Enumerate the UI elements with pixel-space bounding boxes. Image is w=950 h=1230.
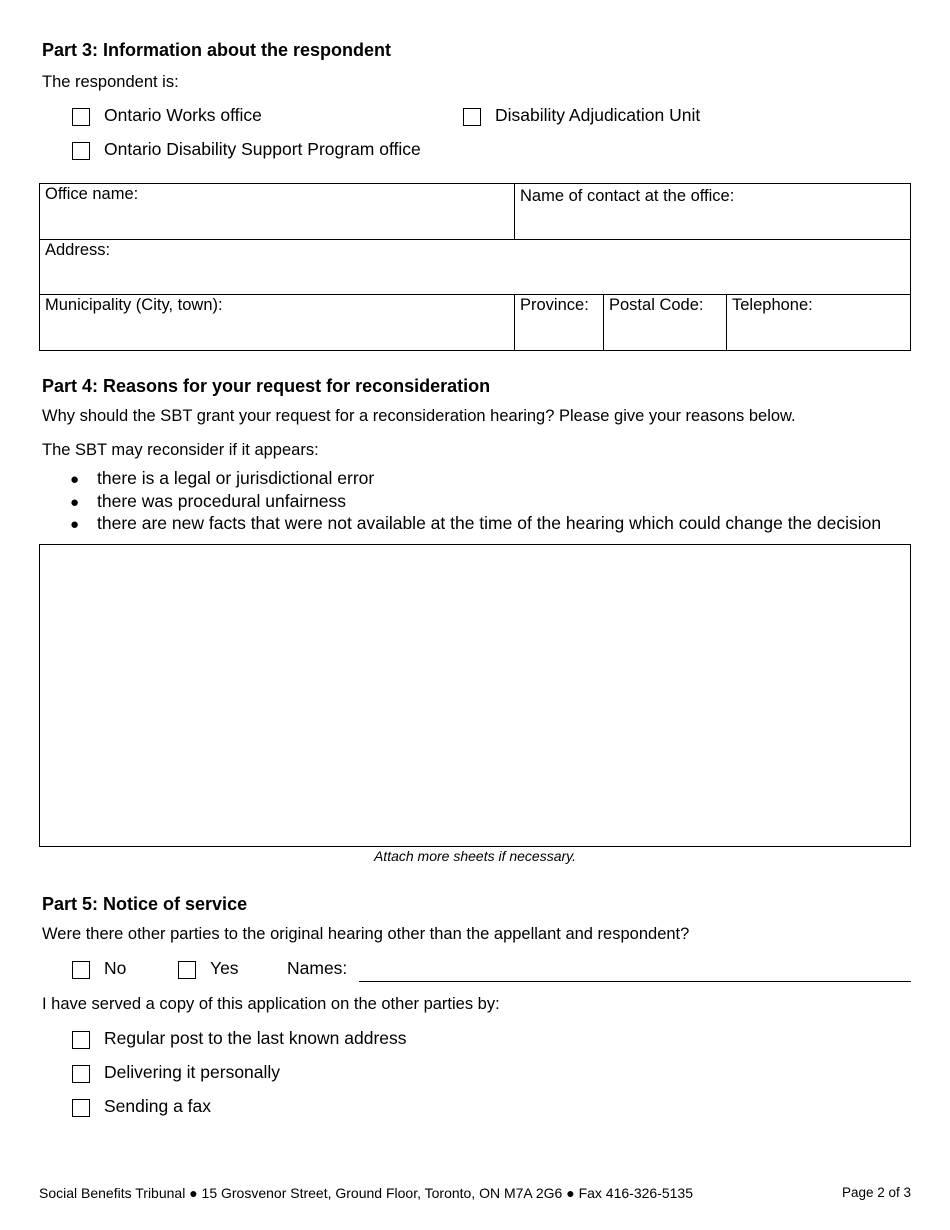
contact-name-label: Name of contact at the office: xyxy=(520,187,735,205)
postal-code-field[interactable] xyxy=(604,295,726,350)
yes-label: Yes xyxy=(210,958,239,978)
names-label: Names: xyxy=(287,958,348,978)
part3-heading: Part 3: Information about the respondent xyxy=(42,40,392,60)
address-label: Address: xyxy=(45,241,111,259)
part4-heading: Part 4: Reasons for your request for reconsideration xyxy=(42,376,491,396)
respondent-info-table xyxy=(39,183,911,351)
names-input-line[interactable] xyxy=(359,981,911,982)
regular-post-label: Regular post to the last known address xyxy=(104,1028,407,1048)
footer-address: Social Benefits Tribunal ● 15 Grosvenor Street, Ground Floor, Toronto, ON M7A 2G6 ● Fax 416-326-5135 xyxy=(39,1185,693,1201)
ontario-works-checkbox[interactable] xyxy=(72,108,90,126)
part5-question: Were there other parties to the original hearing other than the appellant and respondent? xyxy=(42,925,690,943)
served-intro: I have served a copy of this application on the other parties by: xyxy=(42,995,500,1013)
part4-intro: The SBT may reconsider if it appears: xyxy=(42,441,319,459)
delivering-personally-checkbox[interactable] xyxy=(72,1065,90,1083)
ontario-works-label: Ontario Works office xyxy=(104,105,262,125)
list-item: ● there are new facts that were not available at the time of the hearing which could change the decision xyxy=(70,512,881,535)
list-item: ● there was procedural unfairness xyxy=(70,490,881,513)
office-name-field[interactable] xyxy=(40,184,514,239)
reconsideration-criteria-list xyxy=(70,467,881,535)
yes-checkbox[interactable] xyxy=(178,961,196,979)
regular-post-checkbox[interactable] xyxy=(72,1031,90,1049)
reasons-textarea[interactable] xyxy=(39,544,911,847)
bullet-icon: ● xyxy=(70,493,80,511)
part4-question: Why should the SBT grant your request for a reconsideration hearing? Please give your reasons below. xyxy=(42,407,796,425)
address-field[interactable] xyxy=(40,240,910,294)
contact-name-field[interactable] xyxy=(515,186,910,239)
sending-fax-label: Sending a fax xyxy=(104,1096,212,1116)
no-label: No xyxy=(104,958,127,978)
telephone-label: Telephone: xyxy=(732,296,813,314)
list-item: ● there is a legal or jurisdictional error xyxy=(70,467,881,490)
province-label: Province: xyxy=(520,296,589,314)
bullet-icon: ● xyxy=(70,516,80,533)
odsp-label: Ontario Disability Support Program office xyxy=(104,139,421,159)
respondent-intro: The respondent is: xyxy=(42,73,179,91)
office-name-label: Office name: xyxy=(45,185,139,203)
disability-unit-label: Disability Adjudication Unit xyxy=(495,105,701,125)
sending-fax-checkbox[interactable] xyxy=(72,1099,90,1117)
disability-unit-checkbox[interactable] xyxy=(463,108,481,126)
odsp-checkbox[interactable] xyxy=(72,142,90,160)
municipality-label: Municipality (City, town): xyxy=(45,296,223,314)
municipality-field[interactable] xyxy=(40,295,514,350)
province-field[interactable] xyxy=(515,295,603,350)
bullet-icon: ● xyxy=(70,471,80,488)
part5-heading: Part 5: Notice of service xyxy=(42,894,248,914)
page-number: Page 2 of 3 xyxy=(841,1185,911,1200)
delivering-personally-label: Delivering it personally xyxy=(104,1062,281,1082)
no-checkbox[interactable] xyxy=(72,961,90,979)
telephone-field[interactable] xyxy=(727,295,910,350)
postal-code-label: Postal Code: xyxy=(609,296,704,314)
attach-sheets-note: Attach more sheets if necessary. xyxy=(373,848,577,864)
